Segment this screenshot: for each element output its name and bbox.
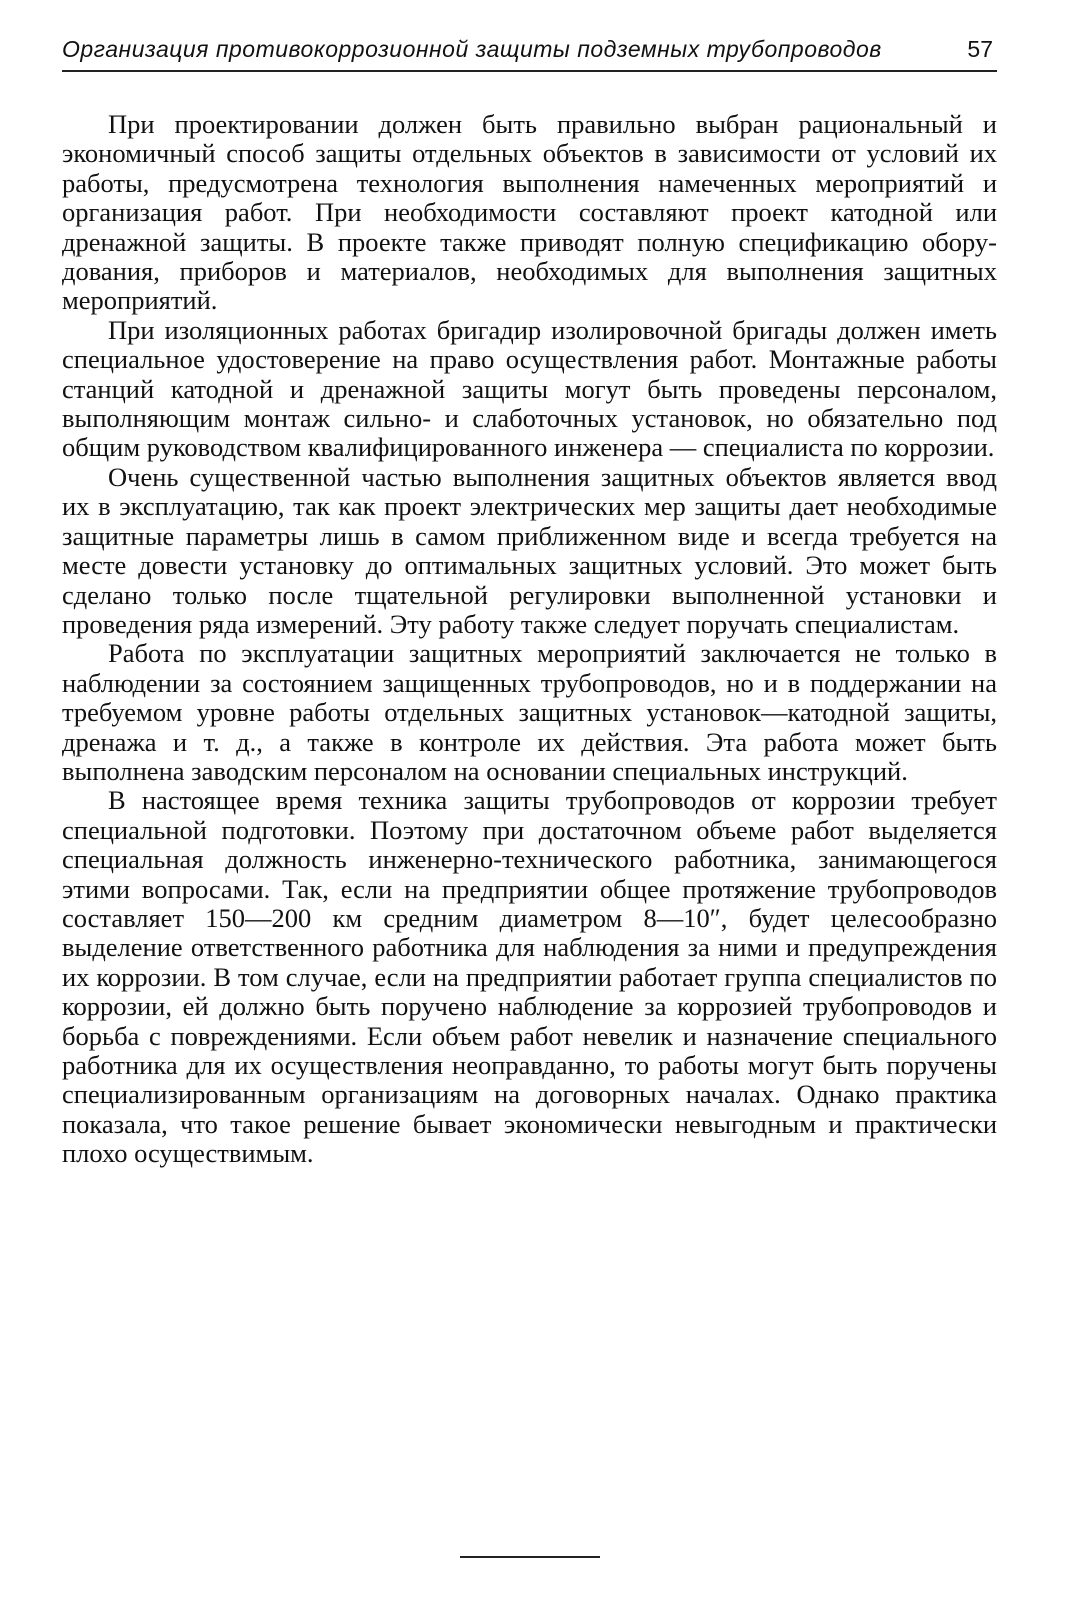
paragraph-4: Работа по эксплуатации защитных мероприятий заключается не только в наблюдении за состоянием защищенных трубопроводов, но и в поддержании на требуемом уровне работы отдельных защитных установок—катодной защиты, дренажа и т. д., а также в контроле их действия. Эта работа может быть выполнена заводским персоналом на основании специальных инструкций. xyxy=(62,638,997,786)
page-number: 57 xyxy=(967,36,993,62)
book-page xyxy=(62,0,997,1600)
paragraph-5: В настоящее время техника защиты трубопроводов от коррозии требует специальной подготовки. Поэтому при достаточном объеме работ выделяется специальная должность инженерно-технического работника, занимающегося этими вопросами. Так, если на предприятии общее протяжение трубопроводов составляет 150—200 км средним диаметром 8—10″, будет целесообразно выделение ответственного работника для наблюдения за ними и предупреждения их коррозии. В том случае, если на предприятии работает группа специалистов по коррозии, ей должно быть поручено наблюдение за коррозией трубопроводов и борьба с повреждениями. Если объем работ невелик и назначение специального работника для их осуществления неоправданно, то работы могут быть поручены специализированным организациям на договорных началах. Однако практика показала, что такое решение бывает экономически невыгодным и практически плохо осуществимым. xyxy=(62,785,997,1169)
header-title: Организация противокоррозионной защиты подземных трубопроводов xyxy=(62,36,882,62)
running-header xyxy=(62,30,997,72)
paragraph-1: При проектировании должен быть правильно выбран рациональный и экономичный способ защиты отдельных объектов в зависимости от условий их работы, предусмотрена технология выполнения намеченных мероприятий и организация работ. При необходимости составляют проект катодной или дренажной защиты. В проекте также приводят полную спецификацию оборудования, приборов и материалов, необходимых для выполнения защитных мероприятий. xyxy=(62,109,997,316)
body-text xyxy=(62,110,997,1169)
paragraph-2: При изоляционных работах бригадир изолировочной бригады должен иметь специальное удостоверение на право осуществления работ. Монтажные работы станций катодной и дренажной защиты могут быть проведены персоналом, выполняющим монтаж сильно- и слаботочных установок, но обязательно под общим руководством квалифицированного инженера — специалиста по коррозии. xyxy=(62,314,997,463)
footer-divider xyxy=(460,1556,600,1558)
paragraph-3: Очень существенной частью выполнения защитных объектов является ввод их в эксплуатацию, так как проект электрических мер защиты дает необходимые защитные параметры лишь в самом приближенном виде и всегда требуется на месте довести установку до оптимальных защитных условий. Это может быть сделано только после тщательной регулировки выполненной установки и проведения ряда измерений. Эту работу также следует поручать специалистам. xyxy=(62,461,997,639)
